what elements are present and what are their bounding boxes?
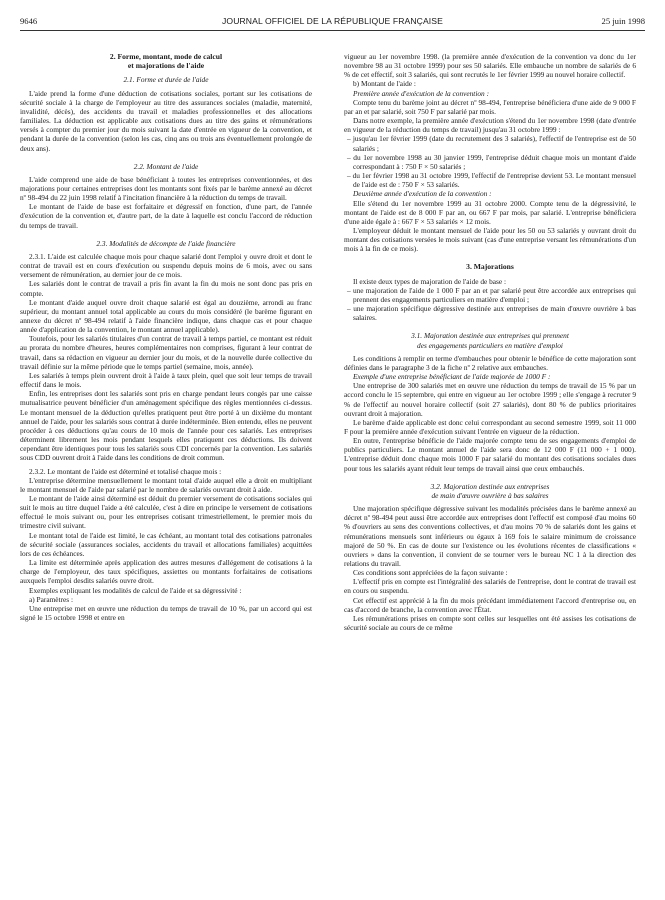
first-year-label: Première année d'exécution de la convention : [353,88,490,98]
first-year-list [344,134,636,189]
paragraph: Une entreprise met en œuvre une réduction du temps de travail de 10 %, par un accord qui est signé le 15 octobre 1998 et entre en [20,603,312,622]
section-2-2-heading: 2.2. Montant de l'aide [133,161,199,171]
paragraph: Ces conditions sont appréciées de la façon suivante : [353,568,508,578]
second-year-label: Deuxième année d'exécution de la convention : [353,189,492,199]
journal-title: JOURNAL OFFICIEL DE LA RÉPUBLIQUE FRANÇAISE [222,16,443,26]
paragraph: L'entreprise détermine mensuellement le montant total d'aide auquel elle a droit en multipliant le montant mensuel de l'aide par salarié par le nombre de salariés ouvrant droit à aide. [20,475,312,494]
paragraph: Cet effectif est apprécié à la fin du mois précédant immédiatement l'accord d'entreprise ou, en cas d'accord de branche, la convention avec l'État. [344,595,636,614]
paragraph: L'effectif pris en compte est l'intégralité des salariés de l'entreprise, dont le contrat de travail est en cours ou suspendu. [344,577,636,596]
paragraph: Exemples expliquant les modalités de calcul de l'aide et sa dégressivité : [29,585,242,595]
paragraph: Une majoration spécifique dégressive suivant les modalités précisées dans le barème annexé au décret nº 98-494 peut aussi être accordée aux entreprises dont l'effectif est composé d'au moins 60 % d'ouvriers au sens des conventions collectives, et d'au moins 70 % de salariés dont les gains et rémunérations mensuels sont inférieurs ou égaux à 169 fois le salaire minimum de croissance majoré de 50 %. En cas de doute sur l'existence ou les évolutions récentes de classifications « ouvriers » dans la convention, il convient de se tourner vers le bureau NC 1 à la direction des relations du travail. [344,504,636,569]
paragraph: L'aide prend la forme d'une déduction de cotisations sociales, portant sur les cotisations de sécurité sociale à la charge de l'employeur au titre des assurances sociales (maladie, maternité, invalidité, décès), des accidents du travail et maladies professionnelles et des allocations familiales. La déduction est applicable aux cotisations dues au titre des gains et rémunérations versés à compter du premier jour du mois suivant la date d'entrée en vigueur de la convention, et pendant la durée de la convention (selon les cas, cinq ans ou trois ans éventuellement prolongée de deux ans). [20,88,312,153]
paragraph: Le montant total de l'aide est limité, le cas échéant, au montant total des cotisations patronales de sécurité sociale (assurances sociales, accidents du travail et allocations familiales) acquittées lors de ces échéances. [20,530,312,558]
paragraph: Le barème d'aide applicable est donc celui correspondant au second semestre 1999, soit 11 000 F pour la première année d'exécution suivant l'entrée en vigueur de la réduction. [344,417,636,436]
section-3-1-heading: 3.1. Majoration destinée aux entreprises qui prennent des engagements particuliers en matière d'emploi [411,331,569,350]
page-number: 9646 [20,16,38,26]
parameters-label: a) Paramètres : [29,594,74,604]
paragraph: La limite est déterminée après application des autres mesures d'allégement de cotisations à la charge de l'employeur, des taux spécifiques, assiettes ou montants forfaitaires de cotisations auxquels l'emploi desdits salariés ouvre droit. [20,558,312,586]
list-item: – du 1er novembre 1998 au 30 janvier 1999, l'entreprise déduit chaque mois un montant d'aide correspondant à : 750 F × 50 salariés ; [344,153,636,171]
paragraph: Le montant de l'aide de base est forfaitaire et dégressif en fonction, d'une part, de l'année d'exécution de la convention et, d'autre part, de la date à laquelle est conclu l'accord de réduction du temps de travail. [20,202,312,230]
paragraph: Elle s'étend du 1er novembre 1999 au 31 octobre 2000. Compte tenu de la dégressivité, le montant de l'aide est de 8 000 F par an, ou 667 F par mois, par salarié. L'entreprise bénéficiera d'une aide égale à : 667 F × 53 salariés × 12 mois. [344,198,636,226]
paragraph: Les rémunérations prises en compte sont celles sur lesquelles ont été assises les cotisations de sécurité sociale au cours de ce même [344,613,636,633]
section-2-1-heading: 2.1. Forme et durée de l'aide [123,75,209,85]
paragraph: L'aide comprend une aide de base bénéficiant à toutes les entreprises conventionnées, et des majorations pour certaines entreprises dont les montants sont fixés par le barème annexé au décret nº 98-494 du 22 juin 1998 relatif à l'incitation financière à la réduction du temps de travail. [20,174,312,203]
list-item: – une majoration spécifique dégressive destinée aux entreprises de main d'œuvre ouvrière à bas salaires. [344,304,636,322]
paragraph: Les salariés dont le contrat de travail a pris fin avant la fin du mois ne sont donc pas pris en compte. [20,279,312,298]
paragraph: Dans notre exemple, la première année d'exécution s'étend du 1er novembre 1998 (date d'entrée en vigueur de la réduction du temps de travail) jusqu'au 31 octobre 1999 : [344,116,636,135]
list-item: – une majoration de l'aide de 1 000 F par an et par salarié peut être accordée aux entreprises qui prennent des engagements particuliers en matière d'emploi ; [344,286,636,304]
paragraph: Enfin, les entreprises dont les salariés sont pris en charge pendant leurs congés par une caisse mutualisatrice peuvent bénéficier d'un aménagement spécifique des règles mentionnées ci-dessus. Le montant mensuel de la déduction qu'elles pratiquent peut être porté à un dixième du montant annuel de l'aide, pour les salariés sous contrat à durée indéterminée. Bien entendu, elles ne peuvent procéder à ces déductions qu'au cours de 10 mois de l'année pour ces salariés. Les entreprises déterminent librement les mois pendant lesquels elles pratiquent ces déductions. Ils doivent cependant être identiques pour tous les salariés sous CDI concernés par la convention. Les salariés sous CDD ouvrent droit à l'aide dans les conditions de droit commun. [20,389,312,463]
right-column [344,52,636,632]
paragraph: vigueur au 1er novembre 1998. (la première année d'exécution de la convention va donc du 1er novembre 98 au 31 octobre 1999) pour ses 50 salariés. Elle embauche un nombre de salariés de 6 % de cet effectif, soit 3 salariés, qui sont recrutés le 1er février 1999 au nouvel horaire collectif. [344,52,636,80]
left-column [20,52,312,622]
paragraph: L'employeur déduit le montant mensuel de l'aide pour les 50 ou 53 salariés y ouvrant droit du montant des cotisations versées le mois suivant (cas d'une entreprise versant les rémunérations d'un mois à la fin de ce mois). [344,225,636,254]
section-2-3-heading: 2.3. Modalités de décompte de l'aide financière [96,238,236,248]
paragraph: Il existe deux types de majoration de l'aide de base : [353,276,507,286]
amount-label: b) Montant de l'aide : [353,79,416,89]
paragraph: Compte tenu du barème joint au décret nº 98-494, l'entreprise bénéficiera d'une aide de 9 000 F par an et par salarié, soit 750 F par salarié par mois. [344,97,636,116]
paragraph: 2.3.1. L'aide est calculée chaque mois pour chaque salarié dont l'emploi y ouvre droit et dont le contrat de travail est en cours d'exécution ou suspendu depuis moins de 6 mois, avec ou sans versement de rémunération, au dernier jour de ce mois. [20,251,312,280]
section-3-heading: 3. Majorations [466,262,514,272]
page-header [20,16,645,31]
paragraph: En outre, l'entreprise bénéficie de l'aide majorée compte tenu de ses engagements d'emploi de publics particuliers. Le montant annuel de l'aide sera donc de 12 000 F (11 000 + 1 000). L'entreprise déduit donc chaque mois 1000 F par salarié du montant des cotisations sociales dues pour tous les salariés ayant réduit leur temps de travail ainsi que ceux embauchés. [344,436,636,473]
paragraph: Le montant de l'aide ainsi déterminé est déduit du premier versement de cotisations sociales qui suit le mois au titre duquel l'aide a été calculée, c'est à dire en principe le versement de cotisations effectué le mois suivant ou, pour les entreprises cotisant trimestriellement, le premier mois du trimestre civil suivant. [20,493,312,531]
paragraph: Une entreprise de 300 salariés met en œuvre une réduction du temps de travail de 15 % par un accord conclu le 15 septembre, qui entre en vigueur au 1er octobre 1999 ; elle s'engage à recruter 9 % de l'effectif au nouvel horaire collectif (soit 27 salariés), dont 80 % de publics prioritaires ouvrant droit à majoration. [344,381,636,418]
paragraph: Les conditions à remplir en terme d'embauches pour obtenir le bénéfice de cette majoration sont définies dans le paragraphe 3 de la fiche nº 2 relative aux embauches. [344,353,636,372]
section-2-heading: 2. Forme, montant, mode de calcul et majorations de l'aide [109,52,223,71]
publication-date: 25 juin 1998 [601,16,645,26]
list-item: – du 1er février 1998 au 31 octobre 1999, l'effectif de l'entreprise devient 53. Le montant mensuel de l'aide est de : 750 F × 53 salariés. [344,171,636,189]
example-label: Exemple d'une entreprise bénéficiant de l'aide majorée de 1000 F : [353,372,551,382]
paragraph: Les salariés à temps plein ouvrent droit à l'aide à taux plein, quel que soit leur temps de travail effectif dans le mois. [20,370,312,390]
majoration-types-list [344,286,636,323]
list-item: – jusqu'au 1er février 1999 (date du recrutement des 3 salariés), l'effectif de l'entreprise est de 50 salariés ; [344,134,636,152]
paragraph: Toutefois, pour les salariés titulaires d'un contrat de travail à temps partiel, ce montant est réduit au prorata du nombre d'heures, heures complémentaires non comprises, figurant à leur contrat de travail, dans sa rédaction en vigueur au dernier jour du mois, et de la nouvelle durée collective du travail définie sur la même période que le temps partiel (semaine, mois, année). [20,334,312,371]
paragraph: Le montant d'aide auquel ouvre droit chaque salarié est égal au douzième, arrondi au franc supérieur, du montant annuel total applicable au cours du mois considéré (le barème figurant en annexe du décret nº 98-494 relatif à l'aide financière indique, dans chaque cas et pour chaque année d'application de la convention, le montant annuel applicable). [20,297,312,335]
section-3-2-heading: 3.2. Majoration destinée aux entreprises de main d'œuvre ouvrière à bas salaires [430,481,550,500]
paragraph: 2.3.2. Le montant de l'aide est déterminé et totalisé chaque mois : [29,466,222,476]
